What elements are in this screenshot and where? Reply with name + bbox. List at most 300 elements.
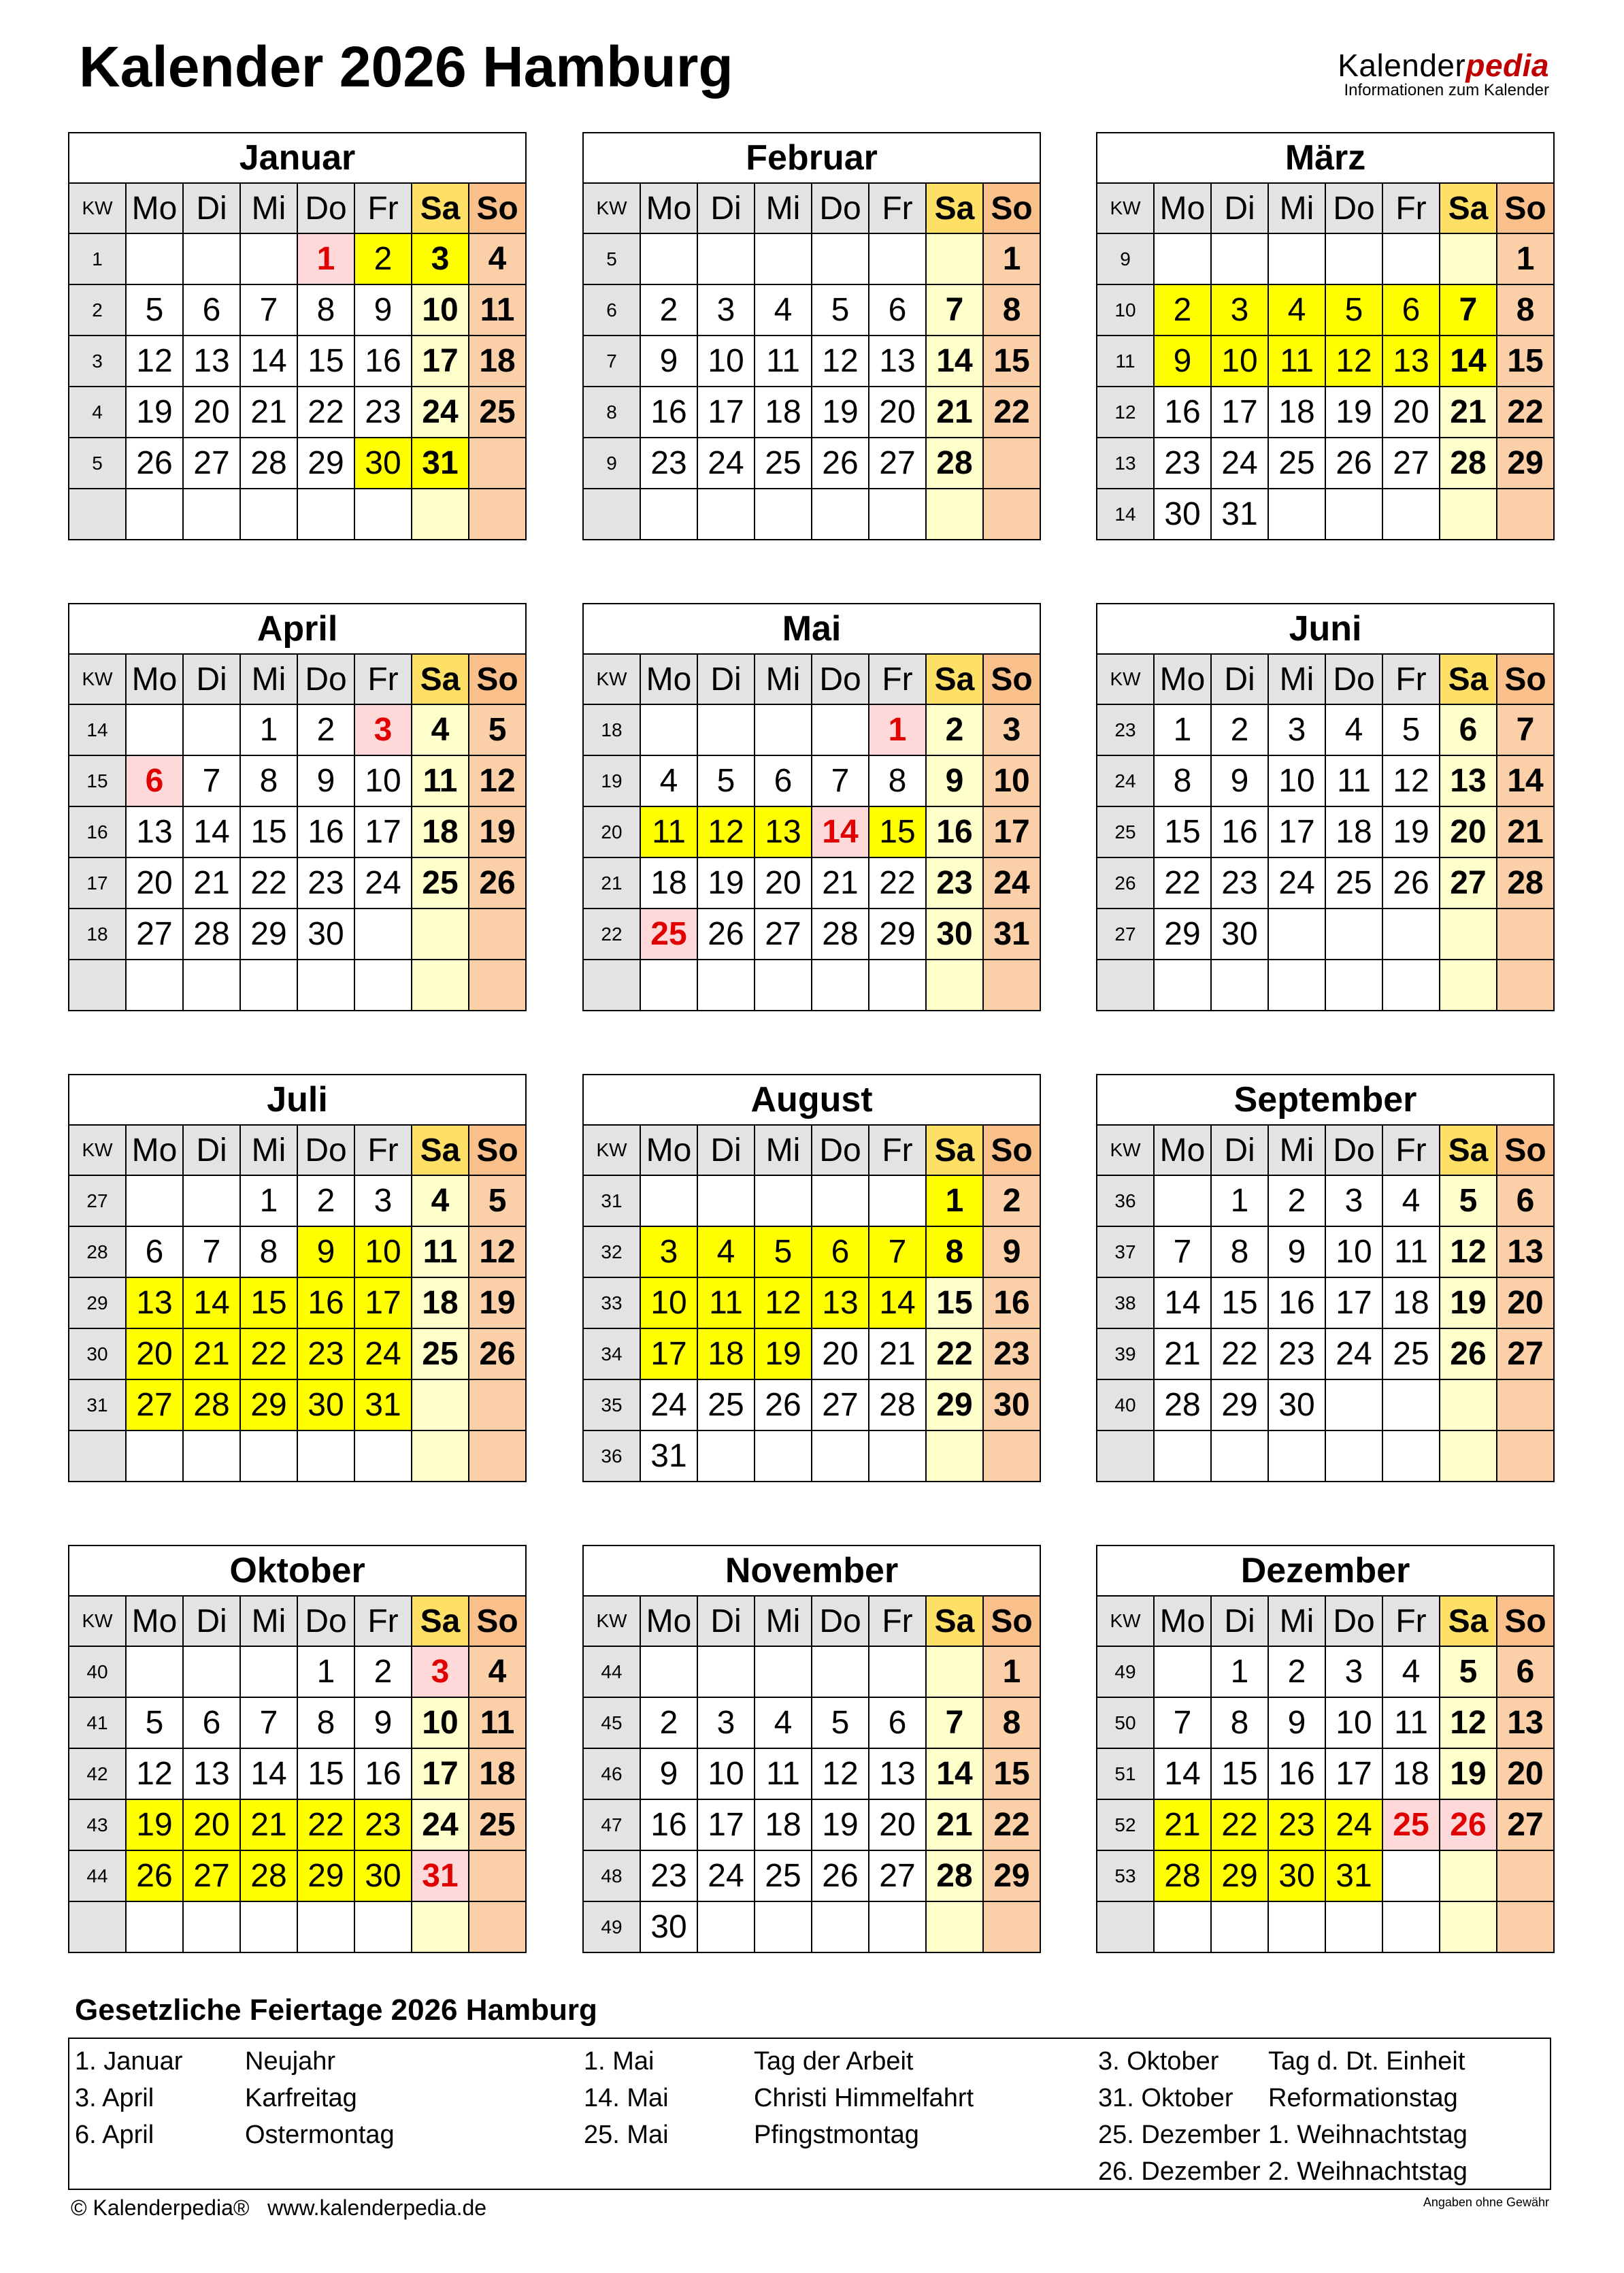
week-number: 2	[69, 284, 126, 336]
month-name: Januar	[69, 133, 526, 183]
day-cell: 23	[354, 1799, 412, 1850]
month-name: März	[1097, 133, 1554, 183]
day-cell: 8	[983, 284, 1040, 336]
weekday-header: Sa	[1440, 654, 1497, 704]
day-cell: 8	[1154, 755, 1211, 806]
day-cell: 3	[412, 233, 469, 284]
day-cell: 15	[869, 806, 926, 857]
day-cell: 18	[755, 387, 812, 438]
day-cell: 7	[1154, 1226, 1211, 1277]
day-cell: 29	[297, 1850, 354, 1901]
weekday-header: Mi	[755, 1125, 812, 1175]
week-row	[1097, 806, 1554, 857]
day-cell: 12	[1440, 1697, 1497, 1748]
day-cell	[469, 1379, 526, 1430]
week-row	[583, 284, 1040, 336]
day-cell	[697, 233, 755, 284]
week-row	[1097, 1748, 1554, 1799]
day-cell: 26	[812, 438, 869, 489]
day-cell: 4	[640, 755, 697, 806]
day-cell: 27	[1440, 857, 1497, 909]
day-cell	[1211, 233, 1268, 284]
day-cell	[1497, 1850, 1554, 1901]
day-cell: 24	[697, 438, 755, 489]
weekday-header: Mi	[1268, 1125, 1325, 1175]
day-cell	[926, 489, 983, 540]
day-cell: 18	[1268, 387, 1325, 438]
day-cell: 11	[1382, 1226, 1440, 1277]
week-row	[69, 1799, 526, 1850]
weekday-header: Sa	[1440, 183, 1497, 233]
day-cell: 5	[812, 1697, 869, 1748]
day-cell: 12	[697, 806, 755, 857]
week-number: 36	[1097, 1175, 1154, 1226]
week-row	[583, 1799, 1040, 1850]
weekday-header: Fr	[354, 654, 412, 704]
day-cell: 21	[926, 1799, 983, 1850]
week-row	[69, 806, 526, 857]
month-name: Juni	[1097, 604, 1554, 654]
day-cell: 25	[755, 438, 812, 489]
week-row	[583, 489, 1040, 540]
day-cell: 8	[1211, 1226, 1268, 1277]
day-cell	[240, 489, 297, 540]
day-cell	[126, 960, 183, 1011]
week-number	[69, 960, 126, 1011]
day-cell: 22	[297, 1799, 354, 1850]
day-cell: 27	[812, 1379, 869, 1430]
day-cell	[1211, 1430, 1268, 1482]
day-cell: 22	[983, 1799, 1040, 1850]
day-cell: 26	[1440, 1328, 1497, 1379]
day-cell: 25	[412, 1328, 469, 1379]
day-cell: 16	[1154, 387, 1211, 438]
day-cell: 6	[1440, 704, 1497, 755]
day-cell	[869, 1430, 926, 1482]
holiday-date: 3. Oktober	[1098, 2047, 1219, 2076]
weekday-header: Sa	[926, 654, 983, 704]
day-cell	[412, 1379, 469, 1430]
day-cell: 2	[354, 1646, 412, 1697]
day-cell	[1268, 1430, 1325, 1482]
day-cell	[983, 1430, 1040, 1482]
weekday-header: So	[1497, 1596, 1554, 1646]
week-row	[69, 1646, 526, 1697]
weekday-header: Sa	[412, 1596, 469, 1646]
weekday-header: Mo	[640, 183, 697, 233]
day-cell: 21	[240, 387, 297, 438]
day-cell	[1268, 909, 1325, 960]
day-cell	[1154, 1175, 1211, 1226]
day-cell: 11	[755, 336, 812, 387]
day-cell	[240, 1430, 297, 1482]
week-row	[583, 857, 1040, 909]
day-cell: 27	[869, 1850, 926, 1901]
brand-name-part-2: pedia	[1465, 48, 1549, 83]
week-row	[583, 387, 1040, 438]
day-cell: 16	[297, 1277, 354, 1328]
day-cell: 20	[1382, 387, 1440, 438]
day-cell: 2	[983, 1175, 1040, 1226]
week-number: 1	[69, 233, 126, 284]
day-cell	[1440, 1850, 1497, 1901]
holiday-name: 2. Weihnachtstag	[1268, 2157, 1468, 2186]
day-cell: 2	[297, 1175, 354, 1226]
day-cell: 30	[1211, 909, 1268, 960]
day-cell: 9	[1154, 336, 1211, 387]
day-cell: 15	[297, 1748, 354, 1799]
day-cell	[1268, 1901, 1325, 1952]
day-cell: 14	[926, 336, 983, 387]
day-cell: 14	[240, 1748, 297, 1799]
weekday-header: Mi	[755, 1596, 812, 1646]
week-number: 30	[69, 1328, 126, 1379]
day-cell: 17	[1325, 1748, 1382, 1799]
weekday-header: So	[1497, 1125, 1554, 1175]
day-cell: 2	[1268, 1175, 1325, 1226]
week-row	[583, 1646, 1040, 1697]
day-cell	[469, 438, 526, 489]
month-name: Oktober	[69, 1546, 526, 1596]
weekday-header: Fr	[869, 1125, 926, 1175]
day-cell	[869, 233, 926, 284]
day-cell: 5	[1325, 284, 1382, 336]
day-cell: 18	[1382, 1277, 1440, 1328]
day-cell: 26	[812, 1850, 869, 1901]
day-cell: 16	[1211, 806, 1268, 857]
day-cell: 19	[812, 387, 869, 438]
day-cell: 7	[1154, 1697, 1211, 1748]
day-cell: 24	[983, 857, 1040, 909]
day-cell	[755, 1175, 812, 1226]
week-row	[583, 233, 1040, 284]
week-number: 34	[583, 1328, 640, 1379]
day-cell	[1325, 909, 1382, 960]
month-5	[582, 603, 1040, 1011]
week-number: 9	[1097, 233, 1154, 284]
day-cell: 14	[869, 1277, 926, 1328]
week-number: 27	[1097, 909, 1154, 960]
weekday-header: Fr	[869, 1596, 926, 1646]
day-cell	[354, 1901, 412, 1952]
week-row	[583, 1430, 1040, 1482]
day-cell: 28	[869, 1379, 926, 1430]
day-cell	[412, 1901, 469, 1952]
day-cell	[354, 1430, 412, 1482]
month-3	[1096, 132, 1553, 540]
weekday-header: Di	[1211, 654, 1268, 704]
day-cell	[755, 489, 812, 540]
day-cell	[1154, 1646, 1211, 1697]
day-cell: 6	[1382, 284, 1440, 336]
day-cell: 10	[983, 755, 1040, 806]
month-table	[68, 603, 527, 1011]
day-cell: 27	[869, 438, 926, 489]
week-row	[583, 755, 1040, 806]
day-cell	[755, 1901, 812, 1952]
day-cell	[869, 1901, 926, 1952]
weekday-header: Di	[183, 1596, 240, 1646]
weekday-header: Sa	[1440, 1125, 1497, 1175]
week-number	[583, 489, 640, 540]
day-cell: 20	[1497, 1277, 1554, 1328]
day-cell: 12	[126, 1748, 183, 1799]
month-12	[1096, 1545, 1553, 1953]
day-cell: 3	[412, 1646, 469, 1697]
holiday-date-column	[584, 2043, 669, 2153]
day-cell: 22	[1211, 1799, 1268, 1850]
day-cell: 10	[354, 755, 412, 806]
weekday-header: Mi	[755, 654, 812, 704]
day-cell: 30	[297, 909, 354, 960]
day-cell: 8	[1497, 284, 1554, 336]
month-2	[582, 132, 1040, 540]
day-cell	[1497, 909, 1554, 960]
week-number: 16	[69, 806, 126, 857]
day-cell: 8	[297, 1697, 354, 1748]
day-cell: 6	[183, 284, 240, 336]
week-number: 40	[69, 1646, 126, 1697]
weekday-header: Do	[1325, 1125, 1382, 1175]
week-row	[583, 1226, 1040, 1277]
holiday-date-column	[1098, 2043, 1261, 2190]
day-cell: 3	[697, 1697, 755, 1748]
week-row	[1097, 704, 1554, 755]
day-cell: 5	[469, 1175, 526, 1226]
weekday-header: Mi	[755, 183, 812, 233]
week-number: 45	[583, 1697, 640, 1748]
day-cell: 25	[469, 1799, 526, 1850]
week-number: 48	[583, 1850, 640, 1901]
day-cell: 22	[240, 1328, 297, 1379]
day-cell: 15	[240, 1277, 297, 1328]
day-cell: 22	[983, 387, 1040, 438]
day-cell: 9	[983, 1226, 1040, 1277]
week-row	[1097, 489, 1554, 540]
week-row	[1097, 336, 1554, 387]
day-cell	[1154, 1901, 1211, 1952]
day-cell: 11	[697, 1277, 755, 1328]
weekday-header: Mo	[640, 1596, 697, 1646]
day-cell	[869, 1646, 926, 1697]
holiday-date: 31. Oktober	[1098, 2084, 1233, 2112]
weekday-header: Fr	[354, 1596, 412, 1646]
day-cell: 10	[1325, 1697, 1382, 1748]
footer-url: www.kalenderpedia.de	[267, 2195, 487, 2220]
day-cell	[926, 960, 983, 1011]
day-cell: 30	[1268, 1379, 1325, 1430]
day-cell	[469, 1850, 526, 1901]
day-cell: 19	[126, 387, 183, 438]
week-row	[69, 438, 526, 489]
day-cell: 26	[755, 1379, 812, 1430]
day-cell	[354, 489, 412, 540]
day-cell: 5	[812, 284, 869, 336]
day-cell	[1325, 489, 1382, 540]
day-cell: 15	[983, 1748, 1040, 1799]
day-cell: 24	[640, 1379, 697, 1430]
day-cell: 7	[240, 1697, 297, 1748]
day-cell: 7	[240, 284, 297, 336]
day-cell: 7	[1497, 704, 1554, 755]
day-cell	[1497, 1901, 1554, 1952]
day-cell: 14	[183, 806, 240, 857]
week-row	[583, 1748, 1040, 1799]
day-cell: 30	[297, 1379, 354, 1430]
day-cell: 10	[640, 1277, 697, 1328]
month-name: Februar	[583, 133, 1040, 183]
day-cell: 28	[812, 909, 869, 960]
day-cell: 22	[869, 857, 926, 909]
week-number: 12	[1097, 387, 1154, 438]
day-cell: 4	[1382, 1646, 1440, 1697]
week-number: 42	[69, 1748, 126, 1799]
weekday-header: Mo	[1154, 1125, 1211, 1175]
day-cell: 11	[412, 1226, 469, 1277]
holiday-name-column	[1268, 2043, 1468, 2190]
week-row	[583, 1697, 1040, 1748]
week-number	[583, 960, 640, 1011]
day-cell: 12	[812, 1748, 869, 1799]
day-cell	[1497, 1430, 1554, 1482]
week-row	[1097, 1697, 1554, 1748]
weekday-header: Di	[697, 654, 755, 704]
day-cell: 12	[755, 1277, 812, 1328]
day-cell: 16	[297, 806, 354, 857]
weekday-header: Fr	[1382, 1125, 1440, 1175]
day-cell: 17	[354, 1277, 412, 1328]
day-cell	[812, 233, 869, 284]
day-cell: 17	[354, 806, 412, 857]
month-table	[582, 603, 1041, 1011]
day-cell: 21	[1440, 387, 1497, 438]
day-cell: 7	[1440, 284, 1497, 336]
week-number-header: KW	[583, 1596, 640, 1646]
weekday-header: Mo	[640, 654, 697, 704]
week-number: 49	[1097, 1646, 1154, 1697]
day-cell: 11	[640, 806, 697, 857]
day-cell: 23	[640, 1850, 697, 1901]
month-table	[582, 132, 1041, 540]
day-cell: 4	[469, 233, 526, 284]
week-row	[583, 1175, 1040, 1226]
week-number: 9	[583, 438, 640, 489]
day-cell: 31	[1325, 1850, 1382, 1901]
week-number: 17	[69, 857, 126, 909]
weekday-header: Do	[297, 183, 354, 233]
week-number: 10	[1097, 284, 1154, 336]
day-cell: 21	[240, 1799, 297, 1850]
month-table	[1096, 1074, 1555, 1482]
week-row	[1097, 1379, 1554, 1430]
day-cell: 3	[1211, 284, 1268, 336]
day-cell: 21	[183, 857, 240, 909]
weekday-header: Mi	[1268, 183, 1325, 233]
holiday-date: 26. Dezember	[1098, 2157, 1261, 2186]
month-name: Mai	[583, 604, 1040, 654]
weekday-header: Sa	[926, 1125, 983, 1175]
day-cell: 22	[926, 1328, 983, 1379]
week-number: 40	[1097, 1379, 1154, 1430]
day-cell: 24	[354, 1328, 412, 1379]
day-cell: 13	[869, 1748, 926, 1799]
day-cell: 31	[412, 1850, 469, 1901]
week-number-header: KW	[69, 1596, 126, 1646]
day-cell: 19	[1382, 806, 1440, 857]
day-cell: 5	[697, 755, 755, 806]
weekday-header: Fr	[1382, 1596, 1440, 1646]
week-number: 20	[583, 806, 640, 857]
day-cell	[469, 960, 526, 1011]
week-number	[69, 1430, 126, 1482]
day-cell: 20	[869, 1799, 926, 1850]
week-number: 44	[583, 1646, 640, 1697]
weekday-header: Mi	[240, 1125, 297, 1175]
day-cell: 27	[126, 1379, 183, 1430]
day-cell	[1440, 1901, 1497, 1952]
week-row	[1097, 857, 1554, 909]
day-cell	[1325, 1379, 1382, 1430]
day-cell: 18	[640, 857, 697, 909]
month-table	[68, 1074, 527, 1482]
day-cell	[1382, 1430, 1440, 1482]
week-number: 23	[1097, 704, 1154, 755]
week-number: 44	[69, 1850, 126, 1901]
day-cell: 16	[354, 336, 412, 387]
holiday-date: 1. Januar	[75, 2047, 183, 2076]
day-cell: 17	[412, 1748, 469, 1799]
day-cell: 16	[640, 387, 697, 438]
day-cell: 29	[1211, 1379, 1268, 1430]
holiday-date: 6. April	[75, 2121, 154, 2149]
day-cell: 22	[240, 857, 297, 909]
month-1	[68, 132, 525, 540]
day-cell: 21	[1154, 1328, 1211, 1379]
week-number: 33	[583, 1277, 640, 1328]
week-number: 21	[583, 857, 640, 909]
weekday-header: Mo	[1154, 1596, 1211, 1646]
weekday-header: Mo	[126, 1596, 183, 1646]
day-cell: 23	[1211, 857, 1268, 909]
day-cell: 22	[1497, 387, 1554, 438]
day-cell: 9	[1268, 1697, 1325, 1748]
week-number-header: KW	[583, 183, 640, 233]
day-cell: 12	[812, 336, 869, 387]
day-cell: 4	[697, 1226, 755, 1277]
day-cell	[1382, 960, 1440, 1011]
day-cell	[183, 233, 240, 284]
day-cell: 19	[812, 1799, 869, 1850]
day-cell: 13	[1497, 1697, 1554, 1748]
holiday-name: Reformationstag	[1268, 2084, 1458, 2112]
day-cell: 8	[240, 755, 297, 806]
day-cell: 7	[869, 1226, 926, 1277]
week-number: 51	[1097, 1748, 1154, 1799]
weekday-header: Di	[1211, 183, 1268, 233]
day-cell: 3	[354, 704, 412, 755]
day-cell: 1	[1497, 233, 1554, 284]
week-row	[69, 1748, 526, 1799]
day-cell	[1268, 960, 1325, 1011]
weekday-header: Mo	[126, 654, 183, 704]
week-row	[1097, 1328, 1554, 1379]
day-cell: 23	[983, 1328, 1040, 1379]
week-row	[69, 387, 526, 438]
day-cell: 27	[1382, 438, 1440, 489]
day-cell: 11	[469, 284, 526, 336]
day-cell: 30	[926, 909, 983, 960]
day-cell: 18	[697, 1328, 755, 1379]
